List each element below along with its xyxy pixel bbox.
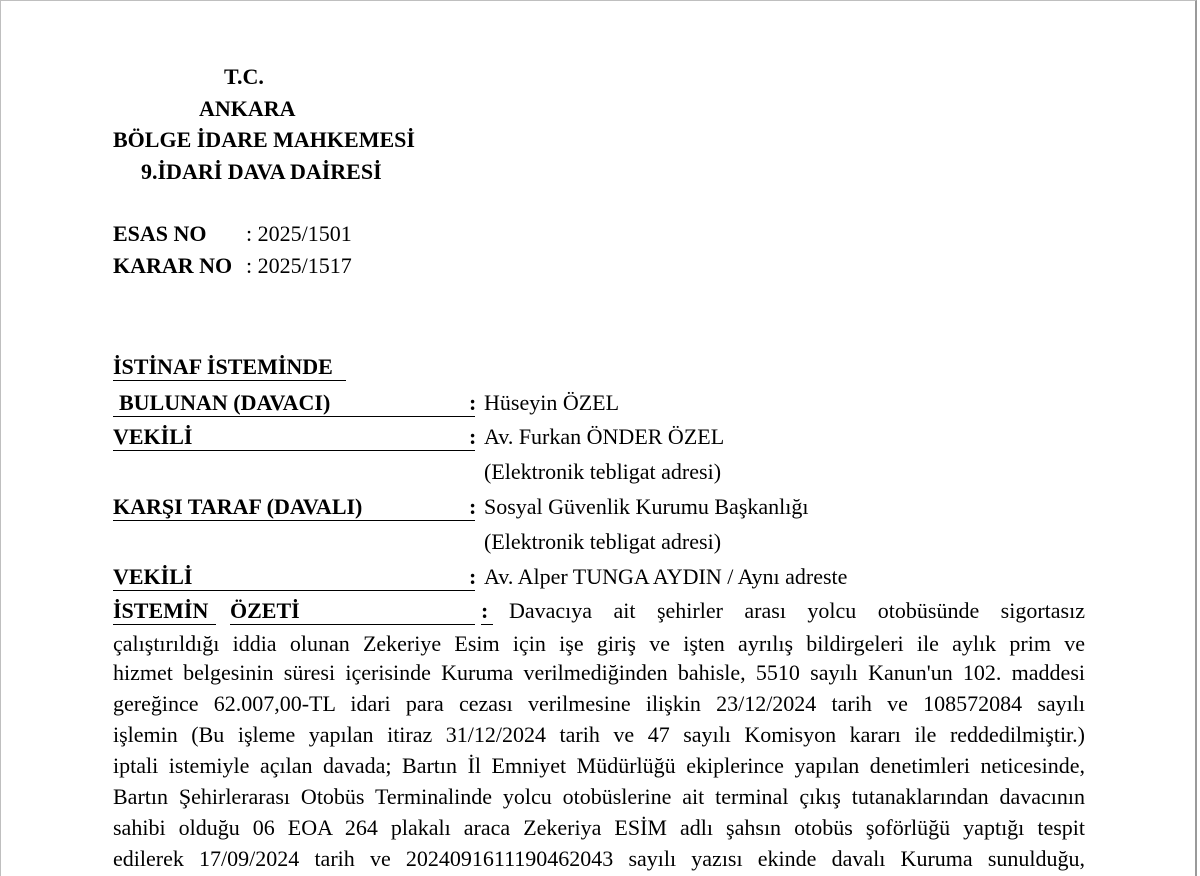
- summary-line-6: iptali istemiyle açılan davada; Bartın İl Emniyet Müdürlüğü ekiplerince yapılan denetimleri neticesinde,: [113, 753, 1085, 778]
- esas-label: ESAS NO: [113, 221, 207, 246]
- vekili2-underline: [113, 590, 475, 591]
- vekili2-value: Av. Alper TUNGA AYDIN / Aynı adreste: [484, 564, 848, 589]
- summary-line-8: sahibi olduğu 06 EOA 264 plakalı araca Zekeriya ESİM adlı şahsın otobüs şoförlüğü yaptığı tespit: [113, 815, 1085, 840]
- karsi-colon: :: [469, 494, 477, 519]
- vekili1-label: VEKİLİ: [113, 424, 193, 449]
- vekili1-colon: :: [469, 424, 477, 449]
- header-court: BÖLGE İDARE MAHKEMESİ: [113, 127, 415, 152]
- summary-line-5: işlemin (Bu işleme yapılan itiraz 31/12/2024 tarih ve 47 sayılı Komisyon kararı ile reddedilmiştir.): [113, 722, 1085, 747]
- bulunan-value: Hüseyin ÖZEL: [484, 390, 620, 415]
- istemin-colon-underline: [481, 624, 493, 625]
- bulunan-label: BULUNAN (DAVACI): [119, 390, 331, 415]
- karsi-value: Sosyal Güvenlik Kurumu Başkanlığı: [484, 494, 809, 519]
- summary-line-1: Davacıya ait şehirler arası yolcu otobüsünde sigortasız: [509, 598, 1085, 623]
- bulunan-underline: [113, 416, 475, 417]
- summary-line-4: gereğince 62.007,00-TL idari para cezası verilmesine ilişkin 23/12/2024 tarih ve 108572084 sayılı: [113, 691, 1085, 716]
- ozeti-label: ÖZETİ: [230, 598, 300, 623]
- karar-value: : 2025/1517: [246, 253, 352, 278]
- header-chamber: 9.İDARİ DAVA DAİRESİ: [141, 159, 382, 184]
- vekili1-underline: [113, 450, 475, 451]
- istinaf-underline: [113, 380, 346, 381]
- bulunan-colon: :: [469, 390, 477, 415]
- karsi-underline: [113, 520, 475, 521]
- istinaf-label: İSTİNAF İSTEMİNDE: [113, 354, 333, 379]
- vekili2-label: VEKİLİ: [113, 564, 193, 589]
- summary-line-2: çalıştırıldığı iddia olunan Zekeriye Esim için işe giriş ve işten ayrılış bildirgeleri ile aylık prim ve: [113, 631, 1085, 656]
- ozeti-underline: [230, 624, 475, 625]
- esas-value: : 2025/1501: [246, 221, 352, 246]
- karsi-note: (Elektronik tebligat adresi): [484, 529, 722, 554]
- karsi-label: KARŞI TARAF (DAVALI): [113, 494, 363, 519]
- summary-line-3: hizmet belgesinin süresi içerisinde Kuruma verilmediğinden bahisle, 5510 sayılı Kanun'un 102. maddesi: [113, 660, 1085, 685]
- vekili2-colon: :: [469, 564, 477, 589]
- header-city: ANKARA: [199, 96, 296, 121]
- karar-label: KARAR NO: [113, 253, 233, 278]
- istemin-colon: :: [481, 598, 489, 623]
- istemin-label: İSTEMİN: [113, 598, 209, 623]
- vekili1-value: Av. Furkan ÖNDER ÖZEL: [484, 424, 725, 449]
- istemin-underline: [113, 624, 216, 625]
- summary-line-7: Bartın Şehirlerarası Otobüs Terminalinde yolcu otobüslerine ait terminal çıkış tutanaklarından davacının: [113, 784, 1085, 809]
- vekili1-note: (Elektronik tebligat adresi): [484, 459, 722, 484]
- summary-line-9: edilerek 17/09/2024 tarih ve 2024091611190462043 sayılı yazısı ekinde davalı Kuruma sunulduğu,: [113, 846, 1085, 871]
- header-tc: T.C.: [224, 64, 264, 89]
